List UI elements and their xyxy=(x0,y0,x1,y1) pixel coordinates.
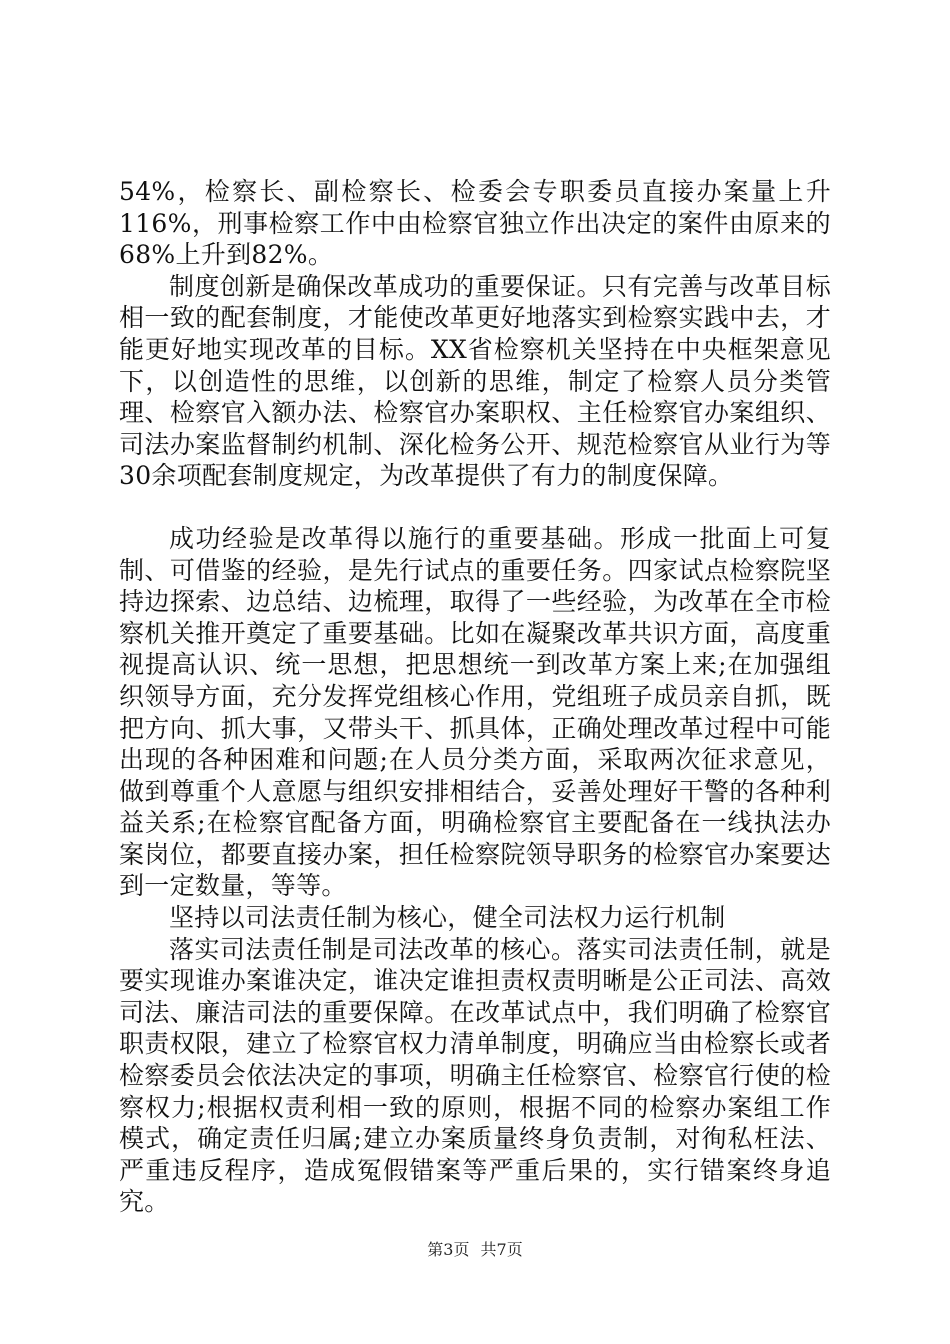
paragraph-successful-experience: 成功经验是改革得以施行的重要基础。形成一批面上可复制、可借鉴的经验，是先行试点的重要任务。四家试点检察院坚持边探索、边总结、边梳理，取得了一些经验，为改革在全市检察机关推开奠定了重要基础。比如在凝聚改革共识方面，高度重视提高认识、统一思想，把思想统一到改革方案上来;在加强组织领导方面，充分发挥党组核心作用，党组班子成员亲自抓，既把方向、抓大事，又带头干、抓具体，正确处理改革过程中可能出现的各种困难和问题;在人员分类方面，采取两次征求意见，做到尊重个人意愿与组织安排相结合，妥善处理好干警的各种利益关系;在检察官配备方面，明确检察官主要配备在一线执法办案岗位，都要直接办案，担任检察院领导职务的检察官办案要达到一定数量，等等。 xyxy=(119,523,831,901)
body-text xyxy=(119,176,831,1218)
page-number: 第3页 xyxy=(427,1240,470,1259)
paragraph-spacer xyxy=(119,492,831,523)
paragraph-institutional-innovation: 制度创新是确保改革成功的重要保证。只有完善与改革目标相一致的配套制度，才能使改革更好地落实到检察实践中去，才能更好地实现改革的目标。XX省检察机关坚持在中央框架意见下，以创造性的思维，以创新的思维，制定了检察人员分类管理、检察官入额办法、检察官办案职权、主任检察官办案组织、司法办案监督制约机制、深化检务公开、规范检察官从业行为等30余项配套制度规定，为改革提供了有力的制度保障。 xyxy=(119,271,831,491)
page-footer xyxy=(0,1240,950,1260)
section-heading: 坚持以司法责任制为核心，健全司法权力运行机制 xyxy=(169,903,726,933)
paragraph-continued: 54%，检察长、副检察长、检委会专职委员直接办案量上升116%，刑事检察工作中由检察官独立作出决定的案件由原来的68%上升到82%。 xyxy=(119,177,831,270)
paragraph-judicial-responsibility: 落实司法责任制是司法改革的核心。落实司法责任制，就是要实现谁办案谁决定，谁决定谁担责权责明晰是公正司法、高效司法、廉洁司法的重要保障。在改革试点中，我们明确了检察官职责权限，建立了检察官权力清单制度，明确应当由检察长或者检察委员会依法决定的事项，明确主任检察官、检察官行使的检察权力;根据权责利相一致的原则，根据不同的检察办案组工作模式，确定责任归属;建立办案质量终身负责制，对徇私枉法、严重违反程序，造成冤假错案等严重后果的，实行错案终身追究。 xyxy=(119,934,831,1217)
page-total: 共7页 xyxy=(480,1240,523,1259)
